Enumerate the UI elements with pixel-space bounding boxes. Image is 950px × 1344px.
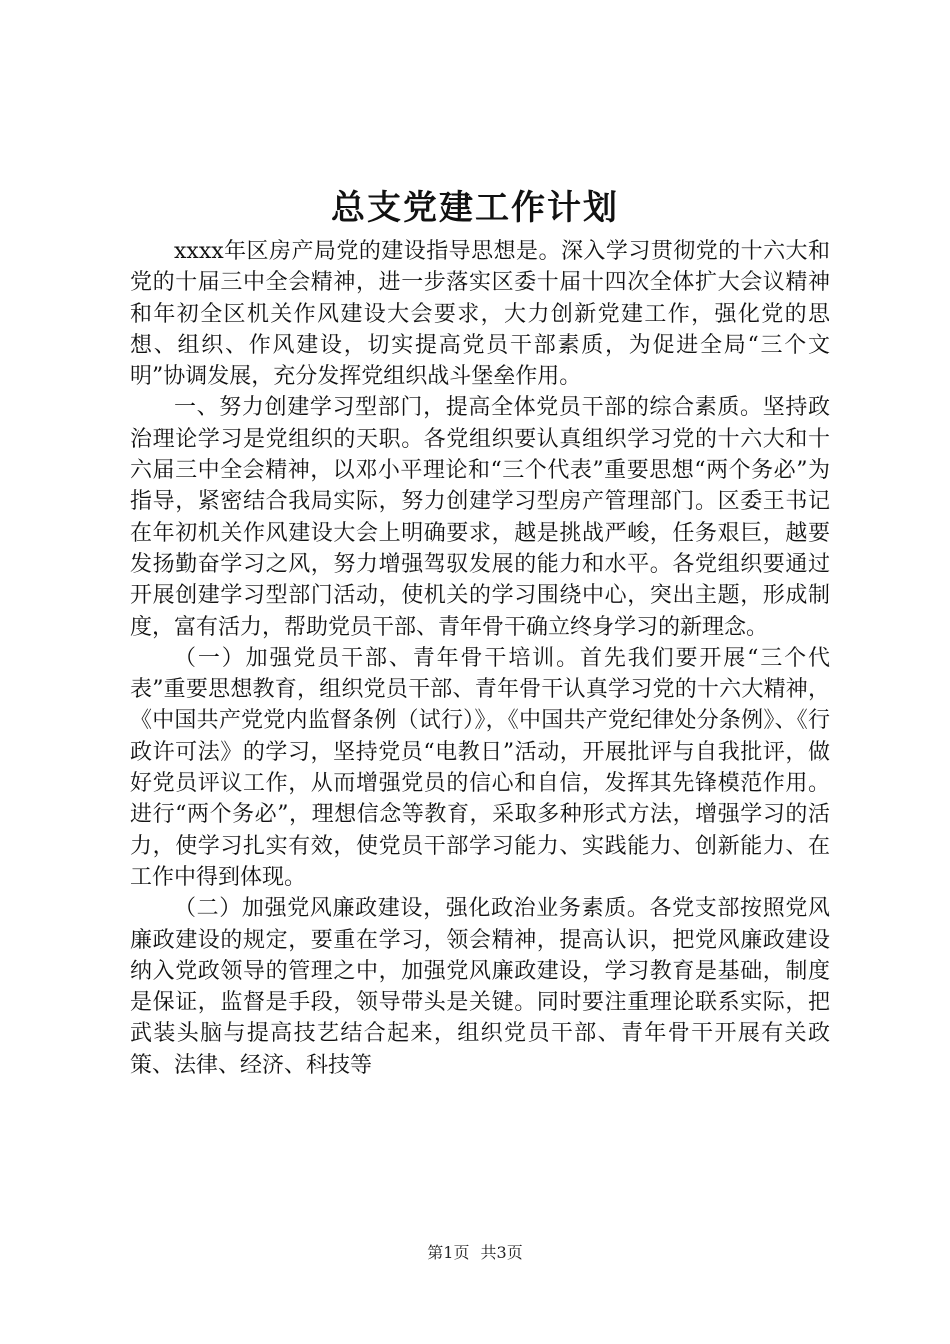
page-number: 第1页 — [427, 1243, 470, 1262]
document-title: 总支党建工作计划 — [331, 188, 619, 228]
paragraph-section-one: 一、努力创建学习型部门，提高全体党员干部的综合素质。坚持政治理论学习是党组织的天职。各党组织要认真组织学习党的十六大和十六届三中全会精神，以邓小平理论和“三个代表”重要思想“两个务必”为指导，紧密结合我局实际，努力创建学习型房产管理部门。区委王书记在年初机关作风建设大会上明确要求，越是挑战严峻，任务艰巨，越要发扬勤奋学习之风，努力增强驾驭发展的能力和水平。各党组织要通过开展创建学习型部门活动，使机关的学习围绕中心，突出主题，形成制度，富有活力，帮助党员干部、青年骨干确立终身学习的新理念。 — [130, 395, 830, 640]
page-footer — [0, 1242, 950, 1264]
document-body — [130, 236, 830, 1081]
paragraph-subsection-two: （二）加强党风廉政建设，强化政治业务素质。各党支部按照党风廉政建设的规定，要重在学习，领会精神，提高认识，把党风廉政建设纳入党政领导的管理之中，加强党风廉政建设，学习教育是基础，制度是保证，监督是手段，领导带头是关键。同时要注重理论联系实际，把武装头脑与提高技艺结合起来，组织党员干部、青年骨干开展有关政策、法律、经济、科技等 — [130, 896, 830, 1078]
page-total: 共3页 — [480, 1243, 523, 1262]
paragraph-guiding-thought: xxxx年区房产局党的建设指导思想是。深入学习贯彻党的十六大和党的十届三中全会精神，进一步落实区委十届十四次全体扩大会议精神和年初全区机关作风建设大会要求，大力创新党建工作，强化党的思想、组织、作风建设，切实提高党员干部素质，为促进全局“三个文明”协调发展，充分发挥党组织战斗堡垒作用。 — [130, 239, 830, 390]
paragraph-subsection-one: （一）加强党员干部、青年骨干培训。首先我们要开展“三个代表”重要思想教育，组织党员干部、青年骨干认真学习党的十六大精神，《中国共产党党内监督条例（试行）》，《中国共产党纪律处分条例》、《行政许可法》的学习，坚持党员“电教日”活动，开展批评与自我批评，做好党员评议工作，从而增强党员的信心和自信，发挥其先锋模范作用。进行“两个务必”，理想信念等教育，采取多种形式方法，增强学习的活力，使学习扎实有效，使党员干部学习能力、实践能力、创新能力、在工作中得到体现。 — [130, 645, 830, 890]
